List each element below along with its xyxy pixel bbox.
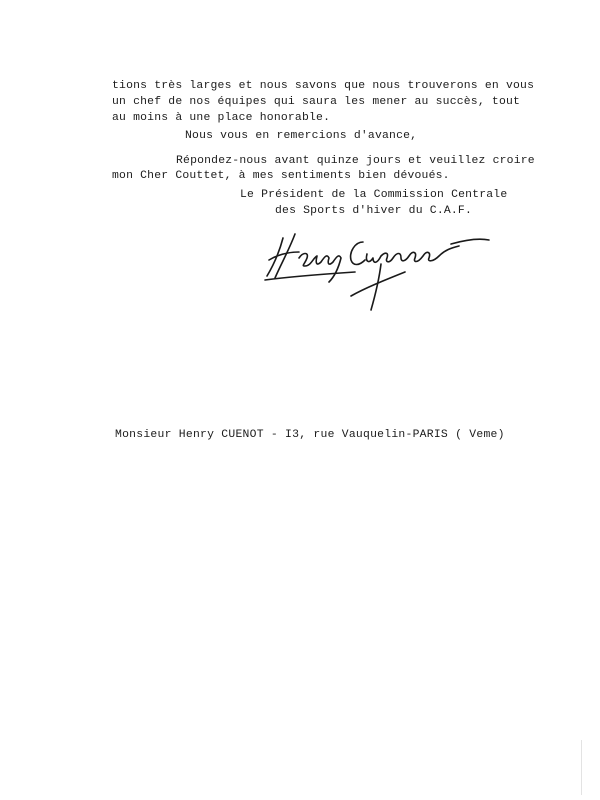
letter-line-3: au moins à une place honorable. [112,112,331,124]
letter-line-2: un chef de nos équipes qui saura les mener au succès, tout [112,96,521,108]
signatory-title-line-2: des Sports d'hiver du C.A.F. [275,205,472,217]
page-edge-mark [581,740,582,795]
handwritten-signature [255,218,495,313]
letter-line-5: Répondez-nous avant quinze jours et veuillez croire [176,155,535,167]
recipient-address: Monsieur Henry CUENOT - I3, rue Vauquelin-PARIS ( Veme) [115,429,505,441]
letter-line-4: Nous vous en remercions d'avance, [185,130,418,142]
letter-line-6: mon Cher Couttet, à mes sentiments bien dévoués. [112,170,450,182]
letter-line-1: tions très larges et nous savons que nous trouverons en vous [112,80,535,92]
signatory-title-line-1: Le Président de la Commission Centrale [240,189,508,201]
